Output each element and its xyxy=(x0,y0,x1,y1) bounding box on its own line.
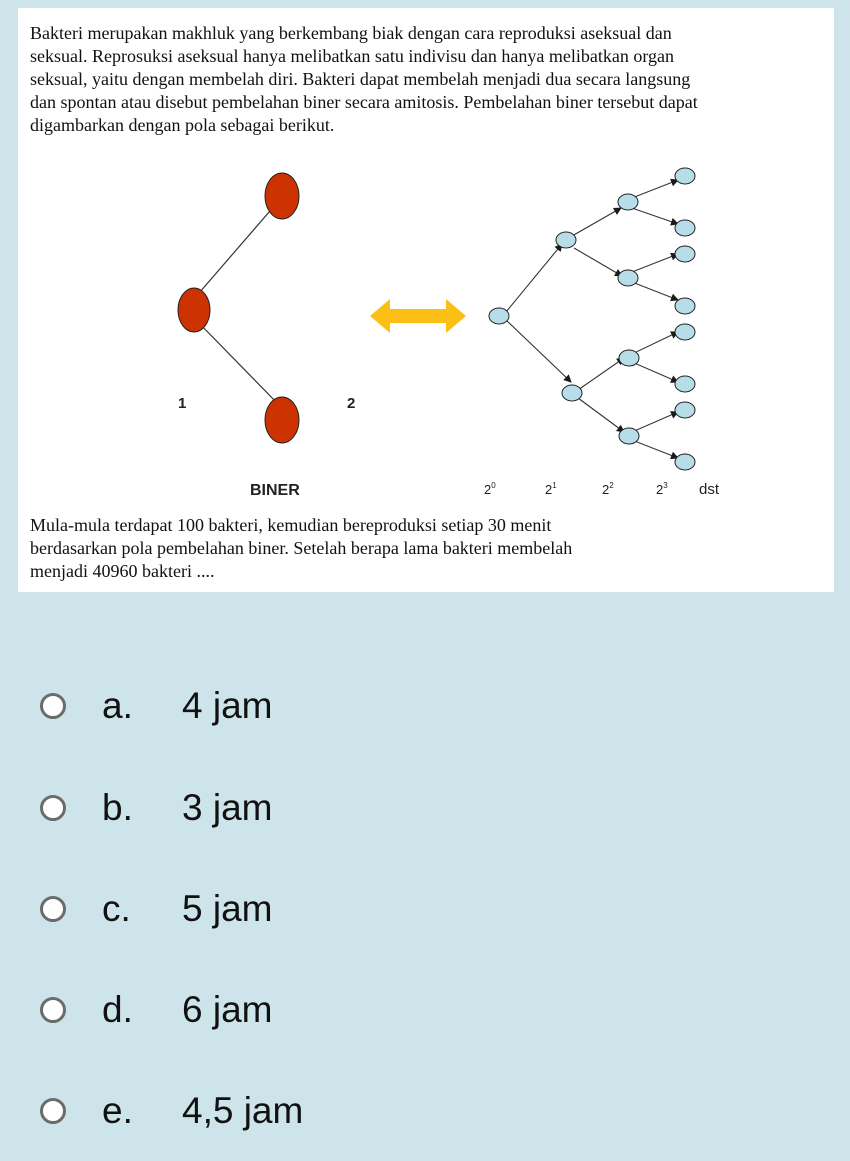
option-letter: d. xyxy=(102,989,133,1030)
division-line-down xyxy=(196,320,280,406)
prompt-line: Mula-mula terdapat 100 bakteri, kemudian bereproduksi setiap 30 menit xyxy=(30,515,552,535)
label-2: 2 xyxy=(347,395,356,412)
prompt-line: berdasarkan pola pembelahan biner. Setelah berapa lama bakteri membelah xyxy=(30,538,573,558)
cell-gen3 xyxy=(675,376,695,392)
cell-gen3 xyxy=(675,324,695,340)
option-letter: a. xyxy=(102,685,133,726)
intro-line: Bakteri merupakan makhluk yang berkembang biak dengan cara reproduksi aseksual dan xyxy=(30,23,672,43)
cell-gen1 xyxy=(556,232,576,248)
cell-gen0 xyxy=(489,308,509,324)
intro-line-last: digambarkan dengan pola sebagai berikut. xyxy=(30,115,335,135)
option-letter: e. xyxy=(102,1090,133,1131)
radio-button[interactable] xyxy=(40,896,66,922)
option-a[interactable] xyxy=(40,676,640,736)
fission-tree xyxy=(506,180,678,458)
intro-line: seksual. Reprosuksi aseksual hanya melibatkan satu indivisu dan hanya melibatkan organ xyxy=(30,46,675,66)
option-c[interactable] xyxy=(40,879,640,939)
double-arrow-icon xyxy=(370,299,466,333)
cell-gen3 xyxy=(675,402,695,418)
option-text: 5 jam xyxy=(182,888,273,929)
cell-gen3 xyxy=(675,454,695,470)
cell-gen3 xyxy=(675,220,695,236)
axis-label-gen0: $2^0$ xyxy=(484,481,496,497)
option-text: 4,5 jam xyxy=(182,1090,304,1131)
daughter-cell-top xyxy=(265,173,299,219)
intro-line: dan spontan atau disebut pembelahan biner secara amitosis. Pembelahan biner tersebut dapat xyxy=(30,92,698,112)
cell-gen3 xyxy=(675,298,695,314)
question-prompt xyxy=(30,514,710,583)
cell-gen1 xyxy=(562,385,582,401)
axis-label-gen1: $2^1$ xyxy=(545,481,557,497)
caption-biner: BINER xyxy=(250,482,300,499)
division-line-up xyxy=(193,204,276,300)
option-e[interactable] xyxy=(40,1081,640,1141)
cell-gen3 xyxy=(675,246,695,262)
axis-label-gen3: $2^3$ xyxy=(656,481,668,497)
cell-gen3 xyxy=(675,168,695,184)
axis-label-gen2: $2^2$ xyxy=(602,481,614,497)
option-text: 6 jam xyxy=(182,989,273,1030)
cell-gen2 xyxy=(619,428,639,444)
radio-button[interactable] xyxy=(40,693,66,719)
radio-button[interactable] xyxy=(40,997,66,1023)
radio-button[interactable] xyxy=(40,1098,66,1124)
cell-gen2 xyxy=(618,270,638,286)
cell-gen2 xyxy=(619,350,639,366)
prompt-line-last: menjadi 40960 bakteri .... xyxy=(30,561,215,581)
cell-gen2 xyxy=(618,194,638,210)
question-card xyxy=(18,8,834,592)
radio-button[interactable] xyxy=(40,795,66,821)
option-d[interactable] xyxy=(40,980,640,1040)
option-text: 4 jam xyxy=(182,685,273,726)
option-letter: c. xyxy=(102,888,131,929)
intro-line: seksual, yaitu dengan membelah diri. Bakteri dapat membelah menjadi dua secara langsung xyxy=(30,69,691,89)
option-b[interactable] xyxy=(40,778,640,838)
option-text: 3 jam xyxy=(182,787,273,828)
axis-label-dst: dst xyxy=(699,481,720,498)
tree-cells xyxy=(489,168,695,470)
intro-paragraph xyxy=(30,22,826,137)
parent-cell xyxy=(178,288,210,332)
option-letter: b. xyxy=(102,787,133,828)
label-1: 1 xyxy=(178,395,187,412)
daughter-cell-bottom xyxy=(265,397,299,443)
binary-fission-figure xyxy=(18,158,834,508)
